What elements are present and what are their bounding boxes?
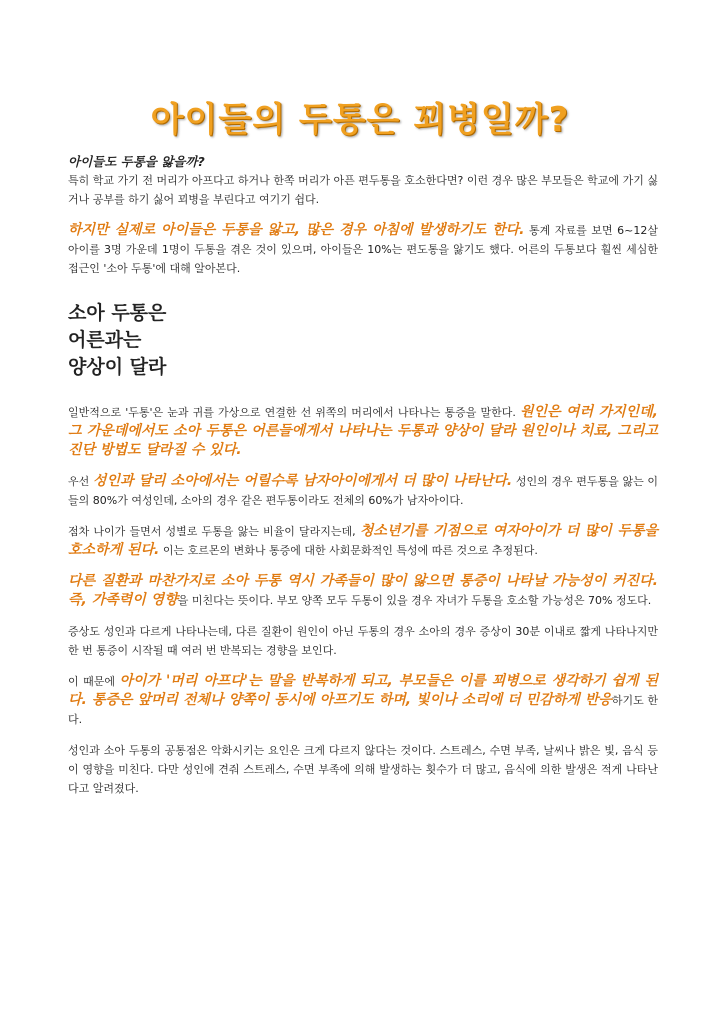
body-text: 을 미친다는 뜻이다. 부모 양쪽 모두 두통이 있을 경우 자녀가 두통을 호소할 가능성은 70% 정도다. (177, 594, 652, 607)
page-title: 아이들의 두통은 꾀병일까? (150, 100, 570, 140)
body-text: 이는 호르몬의 변화나 통증에 대한 사회문화적인 특성에 따른 것으로 추정된다. (159, 544, 538, 557)
body-text: 성인의 경우 편두통을 앓는 이들의 80%가 여성인데, 소아의 경우 같은 편두통이라도 전체의 60%가 남자아이다. (68, 475, 659, 507)
paragraph-7: 증상도 성인과 다르게 나타나는데, 다른 질환이 원인이 아닌 두통의 경우 소아의 경우 증상이 30분 이내로 짧게 나타나지만 한 번 통증이 시작될 때 여러 번 반복되는 경향을 보인다. (68, 625, 658, 657)
paragraph-2 (68, 221, 658, 278)
body-text: 일반적으로 '두통'은 눈과 귀를 가상으로 연결한 선 위쪽의 머리에서 나타나는 통증을 말한다. (68, 406, 520, 419)
body-text: 점차 나이가 들면서 성별로 두통을 앓는 비율이 달라지는데, (68, 525, 360, 538)
highlight-text: 다른 질환과 마찬가지로 소아 두통 역시 가족들이 많이 앓으면 통증이 나타날 가능성이 커진다. 즉, 가족력이 영향 (68, 573, 658, 608)
body-text: 이 때문에 (68, 675, 120, 688)
body-text: 우선 (68, 475, 93, 488)
section-heading-line: 양상이 달라 (68, 356, 167, 378)
section-heading-line: 소아 두통은 (68, 302, 167, 324)
highlight-text: 청소년기를 기점으로 여자아이가 더 많이 두통을 호소하게 된다. (68, 523, 658, 558)
paragraph-8 (68, 672, 658, 729)
highlight-text: 아이가 '머리 아프다'는 말을 반복하게 되고, 부모들은 이를 꾀병으로 생각하기 쉽게 된다. 통증은 앞머리 전체나 양쪽이 동시에 아프기도 하며, 빛이나 소리에 더 민감하게 반응 (68, 673, 658, 708)
section-heading-line: 어른과는 (68, 329, 142, 351)
paragraph-6 (68, 572, 658, 610)
paragraph-9: 성인과 소아 두통의 공통점은 악화시키는 요인은 크게 다르지 않다는 것이다. 스트레스, 수면 부족, 날씨나 밝은 빛, 음식 등이 영향을 미친다. 다만 성인에 견줘 스트레스, 수면 부족에 의해 발생하는 횟수가 더 많고, 음식에 의한 발생은 적게 나타난다고 알려졌다. (68, 744, 658, 795)
article-body (68, 152, 658, 798)
body-text: 통계 자료를 보면 6~12살 아이를 3명 가운데 1명이 두통을 겪은 것이 있으며, 아이들은 10%는 편도통을 앓기도 했다. 어른의 두통보다 훨씬 세심한 접근인 '소아 두통'에 대해 알아본다. (68, 224, 658, 275)
paragraph-1: 특히 학교 가기 전 머리가 아프다고 하거나 한쪽 머리가 아픈 편두통을 호소한다면? 이런 경우 많은 부모들은 학교에 가기 싫거나 공부를 하기 싫어 꾀병을 부린다고 여기기 쉽다. (68, 174, 658, 206)
paragraph-5 (68, 522, 658, 560)
body-text: 하기도 한다. (68, 694, 658, 726)
paragraph-4 (68, 472, 658, 510)
paragraph-3 (68, 403, 658, 460)
section-heading (68, 300, 658, 381)
subtitle: 아이들도 두통을 앓을까? (68, 154, 205, 169)
highlight-text: 원인은 여러 가지인데, 그 가운데에서도 소아 두통은 어른들에게서 나타나는 두통과 양상이 달라 원인이나 치료, 그리고 진단 방법도 달라질 수 있다. (68, 404, 658, 458)
highlight-text: 성인과 달리 소아에서는 어릴수록 남자아이에게서 더 많이 나타난다. (92, 473, 513, 489)
highlight-text: 하지만 실제로 아이들은 두통을 앓고, 많은 경우 아침에 발생하기도 한다. (68, 222, 525, 238)
